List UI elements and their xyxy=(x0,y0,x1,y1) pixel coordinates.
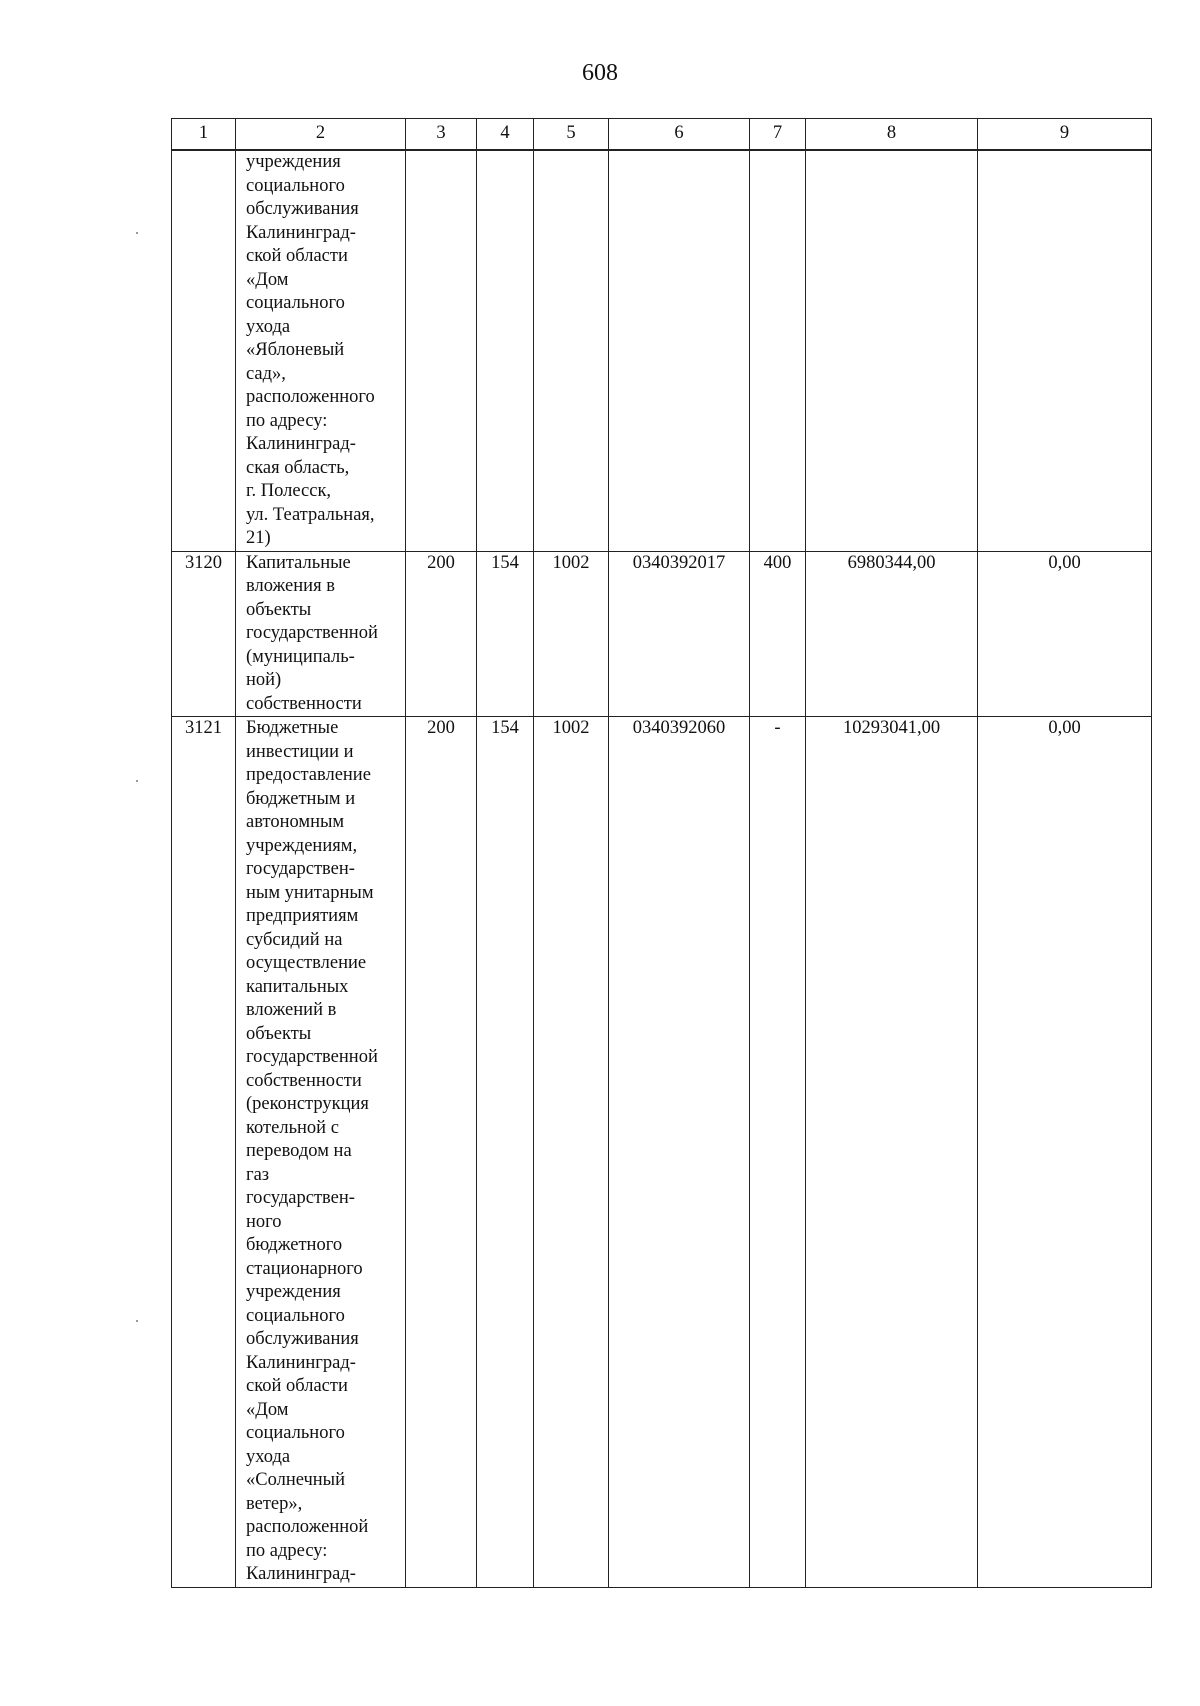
column-header: 1 xyxy=(172,119,236,151)
page-number: 608 xyxy=(582,60,618,86)
code-cell: 200 xyxy=(406,717,477,1588)
code-cell xyxy=(406,150,477,551)
code-cell: 400 xyxy=(750,551,806,717)
table-row xyxy=(172,551,1152,717)
description-cell: Капитальные вложения в объекты государственной (муниципаль- ной) собственности xyxy=(236,551,406,717)
column-header: 8 xyxy=(806,119,978,151)
description-cell: Бюджетные инвестиции и предоставление бюджетным и автономным учреждениям, государствен- ным унитарным предприятиям субсидий на осуществление капитальных вложений в объекты государственной собственности (реконструкция котельной с переводом на газ государствен- ного бюджетного стационарного учреждения социального обслуживания Калининград- ской области «Дом социального ухода «Солнечный ветер», расположенной по адресу: Калининград- xyxy=(236,717,406,1588)
code-cell xyxy=(609,150,750,551)
column-header: 7 xyxy=(750,119,806,151)
column-header: 6 xyxy=(609,119,750,151)
code-cell xyxy=(534,150,609,551)
code-cell: 154 xyxy=(477,717,534,1588)
amount-cell xyxy=(806,150,978,551)
code-cell: 0340392017 xyxy=(609,551,750,717)
code-cell: 0340392060 xyxy=(609,717,750,1588)
amount-cell: 10293041,00 xyxy=(806,717,978,1588)
description-cell: учреждения социального обслуживания Калининград- ской области «Дом социального ухода «Яблоневый сад», расположенного по адресу: Калининград- ская область, г. Полесск, ул. Театральная, 21) xyxy=(236,150,406,551)
code-cell: 1002 xyxy=(534,717,609,1588)
column-header: 9 xyxy=(978,119,1152,151)
budget-table xyxy=(171,118,1152,1588)
column-header: 4 xyxy=(477,119,534,151)
code-cell xyxy=(477,150,534,551)
code-cell: 154 xyxy=(477,551,534,717)
amount-cell xyxy=(978,150,1152,551)
amount-cell: 0,00 xyxy=(978,551,1152,717)
table-header-row xyxy=(172,119,1152,151)
column-header: 5 xyxy=(534,119,609,151)
margin-mark xyxy=(136,232,138,234)
amount-cell: 6980344,00 xyxy=(806,551,978,717)
table-row xyxy=(172,717,1152,1588)
table-row xyxy=(172,150,1152,551)
code-cell: 200 xyxy=(406,551,477,717)
amount-cell: 0,00 xyxy=(978,717,1152,1588)
margin-mark xyxy=(136,780,138,782)
code-cell xyxy=(750,150,806,551)
code-cell: - xyxy=(750,717,806,1588)
row-number-cell: 3120 xyxy=(172,551,236,717)
code-cell: 1002 xyxy=(534,551,609,717)
row-number-cell: 3121 xyxy=(172,717,236,1588)
column-header: 2 xyxy=(236,119,406,151)
column-header: 3 xyxy=(406,119,477,151)
margin-mark xyxy=(136,1320,138,1322)
row-number-cell xyxy=(172,150,236,551)
